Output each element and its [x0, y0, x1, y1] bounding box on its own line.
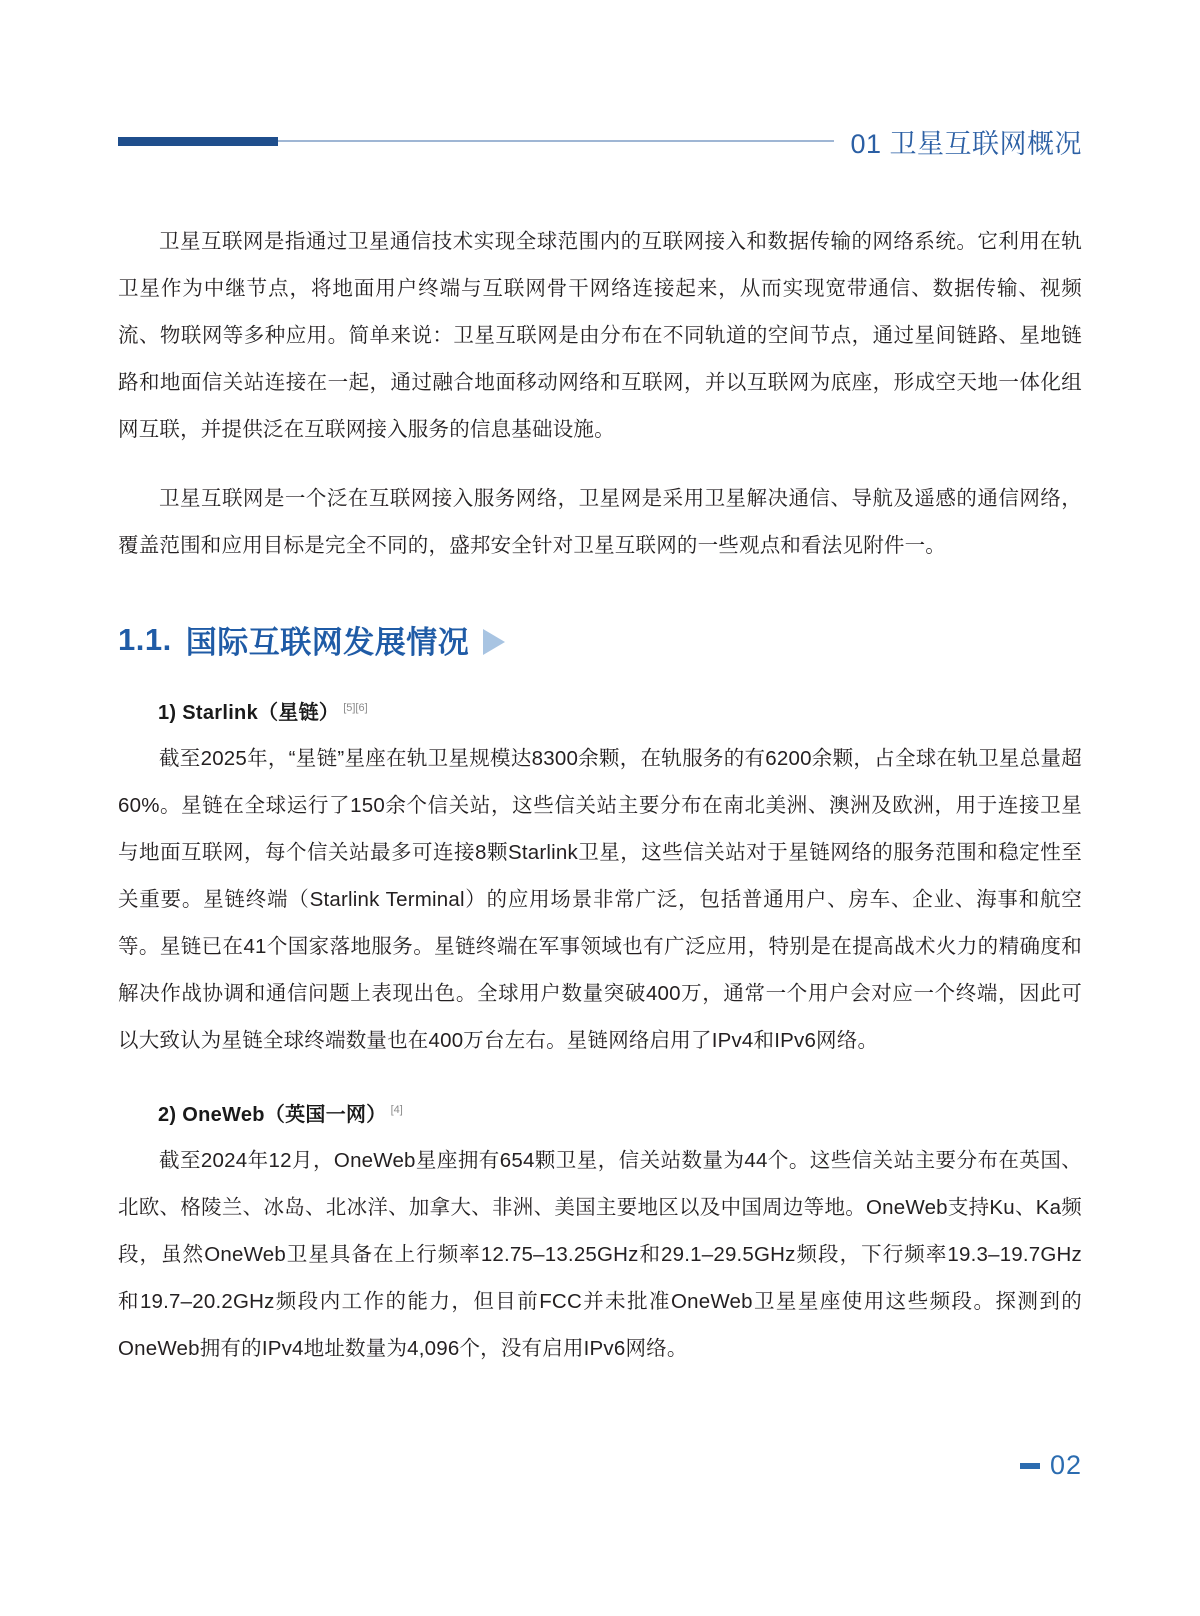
triangle-right-icon — [483, 629, 505, 655]
subsection-heading-oneweb — [118, 1098, 1082, 1127]
page-header — [118, 118, 1082, 164]
subsection-reference-marks: [5][6] — [343, 702, 368, 715]
subsection-heading-starlink — [118, 696, 1082, 725]
section-title: 国际互联网发展情况 — [185, 625, 470, 660]
section-number: 1.1. — [118, 621, 172, 657]
subsection-body-oneweb: 截至2024年12月，OneWeb星座拥有654颗卫星，信关站数量为44个。这些信关站主要分布在英国、北欧、格陵兰、冰岛、北冰洋、加拿大、非洲、美国主要地区以及中国周边等地。OneWeb支持Ku、Ka频段，虽然OneWeb卫星具备在上行频率12.75–13.25GHz和29.1–29.5GHz频段，下行频率19.3–19.7GHz和19.7–20.2GHz频段内工作的能力，但目前FCC并未批准OneWeb卫星星座使用这些频段。探测到的OneWeb拥有的IPv4地址数量为4,096个，没有启用IPv6网络。 — [118, 1149, 1082, 1360]
page-footer — [1020, 1450, 1082, 1481]
footer-dash-icon — [1020, 1463, 1040, 1469]
intro-paragraph-2: 卫星互联网是一个泛在互联网接入服务网络，卫星网是采用卫星解决通信、导航及遥感的通信网络，覆盖范围和应用目标是完全不同的，盛邦安全针对卫星互联网的一些观点和看法见附件一。 — [118, 487, 1082, 557]
header-rule-thin — [278, 140, 834, 142]
section-heading — [118, 617, 1082, 662]
subsection-reference-marks: [4] — [390, 1104, 403, 1117]
header-chapter-number: 01 — [850, 128, 882, 159]
page-number: 02 — [1049, 1450, 1082, 1480]
intro-paragraph-1: 卫星互联网是指通过卫星通信技术实现全球范围内的互联网接入和数据传输的网络系统。它利用在轨卫星作为中继节点，将地面用户终端与互联网骨干网络连接起来，从而实现宽带通信、数据传输、视频流、物联网等多种应用。简单来说：卫星互联网是由分布在不同轨道的空间节点，通过星间链路、星地链路和地面信关站连接在一起，通过融合地面移动网络和互联网，并以互联网为底座，形成空天地一体化组网互联，并提供泛在互联网接入服务的信息基础设施。 — [118, 230, 1082, 441]
header-title — [850, 122, 1082, 161]
header-rule-thick — [118, 137, 278, 146]
page-content — [118, 218, 1082, 1372]
header-chapter-title: 卫星互联网概况 — [889, 128, 1082, 159]
subsection-heading-text: 2) OneWeb（英国一网） — [158, 1104, 387, 1126]
subsection-heading-text: 1) Starlink（星链） — [158, 702, 340, 724]
subsection-body-starlink: 截至2025年，“星链”星座在轨卫星规模达8300余颗，在轨服务的有6200余颗，占全球在轨卫星总量超60%。星链在全球运行了150余个信关站，这些信关站主要分布在南北美洲、澳洲及欧洲，用于连接卫星与地面互联网，每个信关站最多可连接8颗Starlink卫星，这些信关站对于星链网络的服务范围和稳定性至关重要。星链终端（Starlink Terminal）的应用场景非常广泛，包括普通用户、房车、企业、海事和航空等。星链已在41个国家落地服务。星链终端在军事领域也有广泛应用，特别是在提高战术火力的精确度和解决作战协调和通信问题上表现出色。全球用户数量突破400万，通常一个用户会对应一个终端，因此可以大致认为星链全球终端数量也在400万台左右。星链网络启用了IPv4和IPv6网络。 — [118, 747, 1082, 1052]
